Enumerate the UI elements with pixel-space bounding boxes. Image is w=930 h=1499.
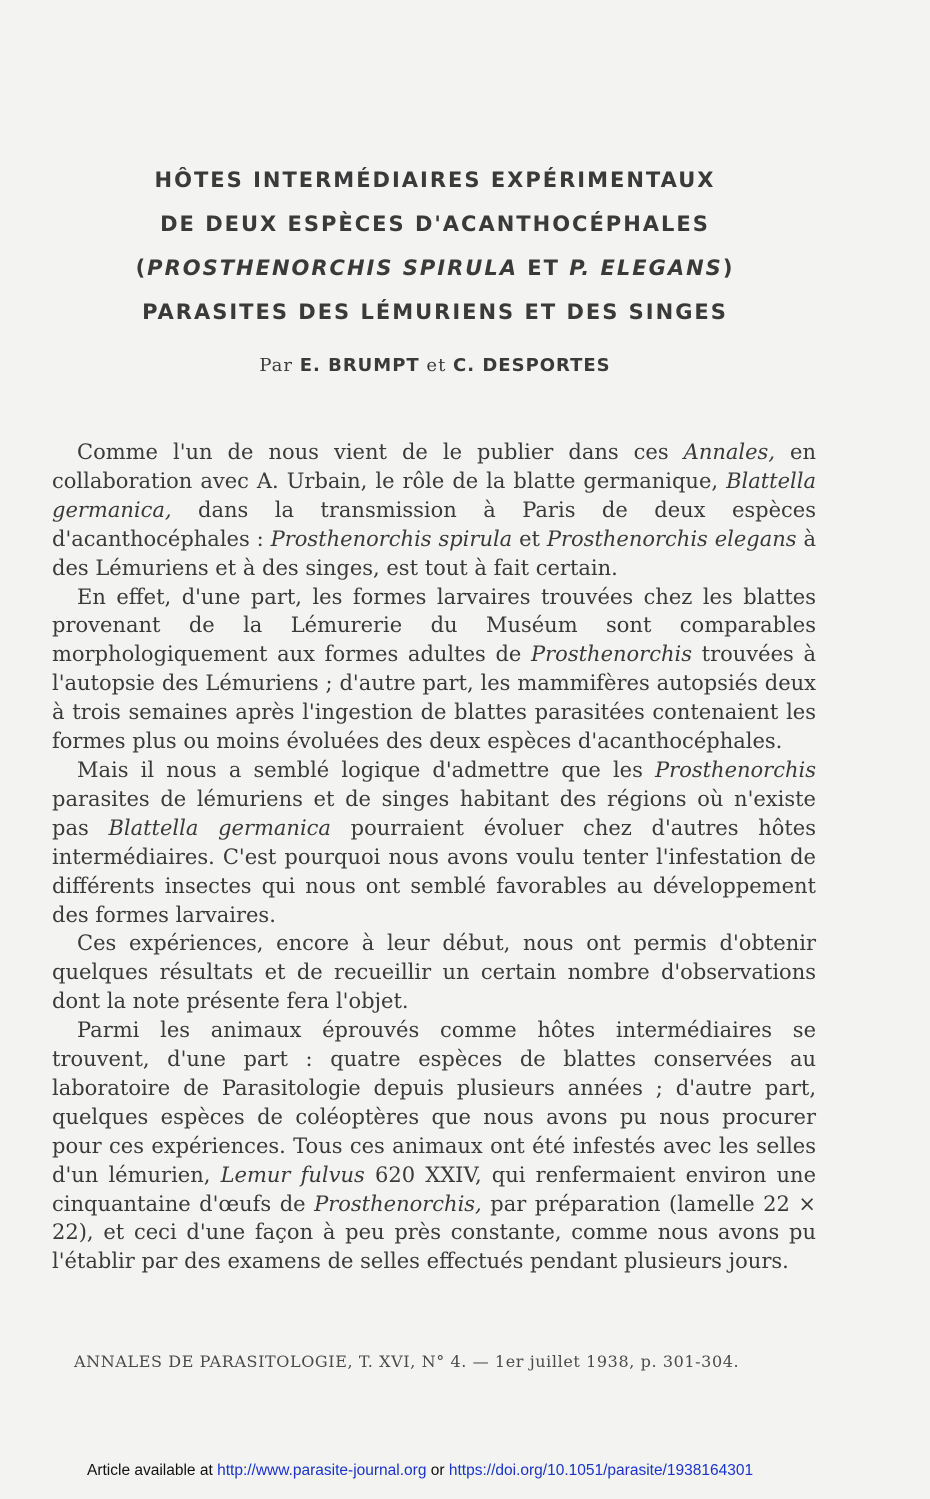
doi-link[interactable]: https://doi.org/10.1051/parasite/1938164301 xyxy=(448,1462,754,1479)
text-run: et xyxy=(512,526,547,551)
paragraph-5 xyxy=(52,1016,816,1276)
italic-run: Blattella germanica, xyxy=(52,468,816,522)
italic-run: Blattella germanica xyxy=(108,815,331,840)
text-run: Ces expériences, encore à leur début, nous ont permis d'obtenir quelques résultats et de recueillir un certain nombre d'observations dont la note présente fera l'objet. xyxy=(52,931,816,1014)
italic-run: Prosthenorchis spirula xyxy=(270,526,513,551)
title-line-4: PARASITES DES LÉMURIENS ET DES SINGES xyxy=(142,300,728,324)
title-conjunction: ET xyxy=(517,256,570,280)
article-title xyxy=(0,160,870,336)
paragraph-1 xyxy=(52,438,816,583)
title-line-3 xyxy=(0,248,870,292)
paragraph-2 xyxy=(52,583,816,756)
text-run: Mais il nous a semblé logique d'admettre que les xyxy=(77,757,656,782)
text-run: à des Lémuriens et à des singes, est tout à fait certain. xyxy=(52,526,816,580)
article-availability-footer xyxy=(87,1462,753,1480)
title-species-1: PROSTHENORCHIS SPIRULA xyxy=(147,256,518,280)
text-run: trouvées à l'autopsie des Lémuriens ; d'autre part, les mammifères autopsiés deux à trois semaines après l'ingestion de blattes parasitées contenaient les formes plus ou moins évoluées des deux espèces d'acanthocéphales. xyxy=(52,642,817,754)
italic-run: Prosthenorchis elegans xyxy=(546,526,797,551)
text-run: 620 XXIV, qui renfermaient environ une cinquantaine d'œufs de xyxy=(52,1162,816,1216)
text-run: en collaboration avec A. Urbain, le rôle de la blatte germanique, xyxy=(52,440,816,493)
italic-run: Lemur fulvus xyxy=(220,1162,365,1187)
text-run: pourraient évoluer chez d'autres hôtes intermédiaires. C'est pourquoi nous avons voulu tenter l'infestation de différents insectes qui nous ont semblé favorables au développement des formes larvaires. xyxy=(52,815,817,927)
text-run: En effet, d'une part, les formes larvaires trouvées chez les blattes provenant de la Lémurerie du Muséum sont comparables morphologiquement aux formes adultes de xyxy=(52,584,816,667)
italic-run: Prosthenorchis xyxy=(531,642,692,667)
italic-run: Annales, xyxy=(683,440,776,464)
text-run: par préparation (lamelle 22 × 22), et ceci d'une façon à peu près constante, comme nous avons pu l'établir par des examens de selles effectués pendant plusieurs jours. xyxy=(52,1191,816,1274)
italic-run: Prosthenorchis xyxy=(655,757,816,782)
text-run: dans la transmission à Paris de deux espèces d'acanthocéphales : xyxy=(52,497,816,551)
paragraph-4 xyxy=(52,929,816,1016)
footer-or: or xyxy=(426,1462,449,1479)
author-2: C. DESPORTES xyxy=(453,355,611,376)
text-run: Comme l'un de nous vient de le publier dans ces xyxy=(77,440,684,464)
author-line xyxy=(0,355,870,376)
italic-run: Prosthenorchis, xyxy=(314,1191,482,1216)
title-species-2: P. ELEGANS xyxy=(569,256,723,280)
author-by: Par xyxy=(259,355,293,376)
title-line-2: DE DEUX ESPÈCES D'ACANTHOCÉPHALES xyxy=(160,212,710,236)
paragraph-3 xyxy=(52,756,816,929)
author-and: et xyxy=(426,355,447,376)
journal-website-link[interactable]: http://www.parasite-journal.org xyxy=(217,1462,427,1479)
title-paren-open: ( xyxy=(135,256,148,280)
text-run: Parmi les animaux éprouvés comme hôtes intermédiaires se trouvent, d'une part : quatre espèces de blattes conservées au laboratoire de Parasitologie depuis plusieurs années ; d'autre part, quelques espèces de coléoptères que nous avons pu nous procurer pour ces expériences. Tous ces animaux ont été infestés avec les selles d'un lémurien, xyxy=(52,1018,816,1187)
text-run: parasites de lémuriens et de singes habitant des régions où n'existe pas xyxy=(52,786,816,840)
footer-prefix: Article available at xyxy=(87,1462,218,1479)
title-line-1: HÔTES INTERMÉDIAIRES EXPÉRIMENTAUX xyxy=(154,168,716,192)
journal-citation: ANNALES DE PARASITOLOGIE, T. XVI, N° 4. — 1er juillet 1938, p. 301-304. xyxy=(74,1352,740,1371)
article-body xyxy=(52,438,816,1276)
title-paren-close: ) xyxy=(722,256,735,280)
author-1: E. BRUMPT xyxy=(299,355,420,376)
